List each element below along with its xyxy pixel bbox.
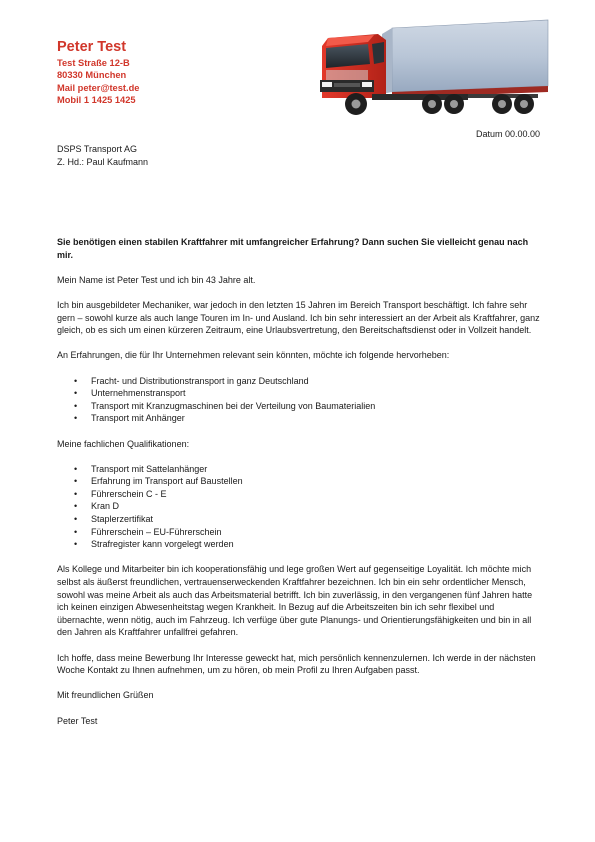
letter-signature: Peter Test	[57, 715, 98, 726]
sender-email: Mail peter@test.de	[57, 82, 140, 93]
experience-intro: An Erfahrungen, die für Ihr Unternehmen relevant sein könnten, möchte ich folgende hervorheben:	[57, 350, 450, 361]
list-item: • Führerschein – EU-Führerschein	[91, 526, 541, 539]
list-item: • Strafregister kann vorgelegt werden	[91, 538, 541, 551]
sender-block	[57, 38, 287, 107]
qualifications-intro: Meine fachlichen Qualifikationen:	[57, 438, 190, 449]
recipient-company: DSPS Transport AG	[57, 144, 138, 154]
list-item: • Erfahrung im Transport auf Baustellen	[91, 475, 541, 488]
sender-name: Peter Test	[57, 39, 127, 55]
list-item: • Transport mit Kranzugmaschinen bei der Verteilung von Baumaterialien	[91, 400, 541, 413]
truck-image	[312, 14, 552, 122]
sender-city: 80330 München	[57, 70, 127, 81]
list-item: • Kran D	[91, 500, 541, 513]
list-item: • Transport mit Sattelanhänger	[91, 463, 541, 476]
letter-intro: Mein Name ist Peter Test und ich bin 43 Jahre alt.	[57, 274, 256, 285]
letter-lead: Sie benötigen einen stabilen Kraftfahrer mit umfangreicher Erfahrung? Dann suchen Sie vielleicht genau nach mir.	[57, 237, 529, 260]
letter-date: Datum 00.00.00	[475, 129, 540, 139]
list-item: • Unternehmenstransport	[91, 387, 541, 400]
qualifications-list	[57, 463, 541, 551]
list-item: • Transport mit Anhänger	[91, 412, 541, 425]
recipient-attention: Z. Hd.: Paul Kaufmann	[57, 156, 149, 167]
sender-phone: Mobil 1 1425 1425	[57, 95, 136, 106]
letter-body	[57, 236, 541, 740]
letter-paragraph-3: Ich hoffe, dass meine Bewerbung Ihr Interesse geweckt hat, mich persönlich kennenzulernen. Ich werde in der nächsten Woche Kontakt zu Ihnen aufnehmen, um zu hören, ob mein Profil zu Ihren Aufgaben passt.	[57, 652, 536, 676]
sender-street: Test Straße 12-B	[57, 58, 130, 68]
list-item: • Staplerzertifikat	[91, 513, 541, 526]
letter-closing: Mit freundlichen Grüßen	[57, 690, 154, 701]
letter-paragraph-2: Als Kollege und Mitarbeiter bin ich kooperationsfähig und lege großen Wert auf gegenseitige Loyalität. Ich möchte mich selbst als äußerst freundlichen, vertrauenserweckenden Kraftfahrer bezeichnen. Ich bin ein sehr ordentlicher Mensch, sowohl was meine Arbeit als auch das Arbeitsmaterial betrifft. Ich bin zuverlässig, in den vergangenen fünf Jahren hatte ich keinen einzigen Abwesenheitstag wegen Krankheit. In Bezug auf die Arbeitszeiten bin ich sehr flexibel und übernachte, wenn nötig, auch im Fahrzeug. Ich verfüge über gute Planungs- und Orientierungsfähigkeiten und bin in all den Jahren als Kraftfahrer unfallfrei gefahren.	[57, 564, 533, 638]
list-item: • Führerschein C - E	[91, 488, 541, 501]
list-item: • Fracht- und Distributionstransport in ganz Deutschland	[91, 375, 541, 388]
experience-list	[57, 375, 541, 425]
recipient-block	[57, 143, 148, 168]
letter-paragraph-1: Ich bin ausgebildeter Mechaniker, war jedoch in den letzten 15 Jahren im Bereich Transport beschäftigt. Ich fahre sehr gern – sowohl kurze als auch lange Touren im In- und Ausland. Ich bin sehr interessiert an der Arbeit als Kraftfahrer, ganz gleich, ob es sich um einen kürzeren Zeitraum, eine Urlaubsvertretung, den Bereitschaftsdienst oder in Vollzeit handelt.	[57, 299, 540, 336]
